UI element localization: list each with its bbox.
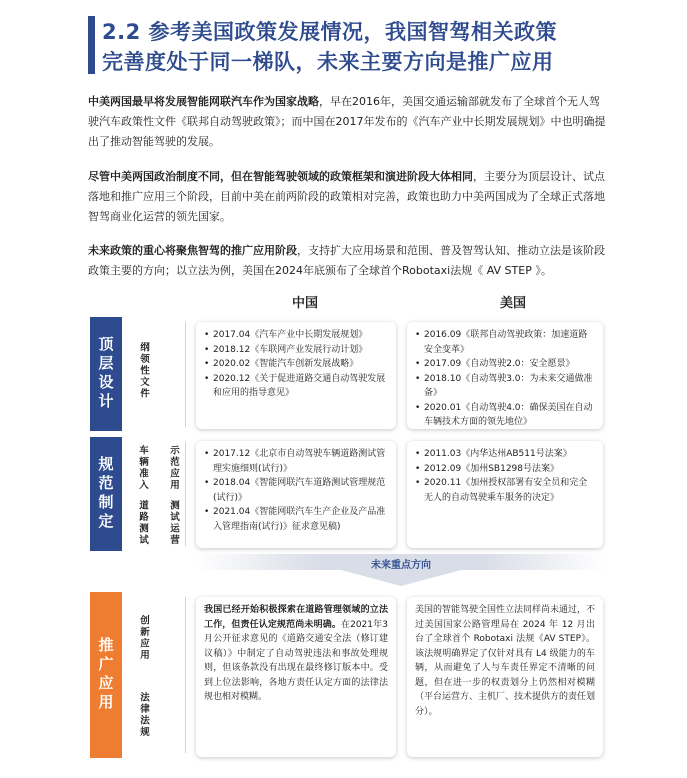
card-china-regulation (196, 441, 396, 548)
paragraph-3 (88, 241, 608, 281)
paragraph-1 (88, 92, 608, 152)
policy-item: • 2020.02《智能汽车创新发展战略》 (204, 357, 388, 372)
policy-item: • 2021.04《智能网联汽车生产企业及产品准入管理指南(试行)》征求意见稿) (204, 505, 388, 534)
policy-item: • 2018.10《自动驾驶3.0：为未来交通做准备》 (415, 372, 595, 401)
card-usa-promotion (407, 597, 603, 757)
policy-item: • 2017.12《北京市自动驾驶车辆道路测试管理实施细则(试行)》 (204, 447, 388, 476)
paragraph-2-lead: 尽管中美两国政治制度不同，但在智能驾驶领域的政策框架和演进阶段大体相同 (88, 170, 473, 183)
column-header-china: 中国 (292, 296, 319, 311)
usa-promotion-body: 美国的智能驾驶全国性立法同样尚未通过，不过美国国家公路管理局在 2024 年 12 月出台了全球首个 Robotaxi 法规《AV STEP》。该法规明确界定了仅针对具有 L4 级能力的车辆，从而避免了人与车责任界定不清晰的问题，但在进一步的权责划分上仍然相对模糊（平台运营方、主机厂、技术提供方的责任划分）。 (415, 605, 596, 717)
sub-label-guiding-docs: 纲领性文件 (138, 342, 149, 400)
sub-label-innovative-application: 创新应用 (138, 615, 149, 661)
card-usa-top-design (407, 322, 603, 429)
paragraph-2-body: ，主要分为顶层设计、试点落地和推广应用三个阶段，目前中美在前两阶段的政策相对完善，政策也助力中美两国成为了全球正式落地智驾商业化运营的领先国家。 (88, 170, 605, 223)
sub-label-laws-regulations: 法律法规 (138, 692, 149, 738)
divider-line (185, 322, 186, 427)
policy-item: • 2016.09《联邦自动驾驶政策：加速道路安全变革》 (415, 328, 595, 357)
china-promotion-lead: 我国已经开始积极探索在道路管理领域的立法工作，但责任认定规范尚未明确。 (204, 605, 388, 630)
paragraph-1-body: ，早在2016年，美国交通运输部就发布了全球首个无人驾驶汽车政策性文件《联邦自动驾驶政策》；而中国在2017年发布的《汽车产业中长期发展规划》中也明确提出了推动智能驾驶的发展。 (88, 95, 606, 148)
column-header-usa: 美国 (500, 296, 527, 311)
policy-item: • 2018.12《车联网产业发展行动计划》 (204, 343, 388, 358)
divider-line (185, 442, 186, 546)
arrow-head (341, 570, 461, 586)
section-title (88, 14, 628, 76)
title-line-2: 完善度处于同一梯队，未来主要方向是推广应用 (102, 50, 554, 74)
sub-label-test-operation: 测试运营 (168, 500, 179, 546)
policy-item: • 2017.04《汽车产业中长期发展规划》 (204, 328, 388, 343)
divider-line (185, 597, 186, 753)
sub-label-vehicle-access: 车辆准入 (137, 445, 148, 491)
sub-label-road-testing: 道路测试 (137, 500, 148, 546)
stage-label-regulation: 规范制定 (90, 437, 122, 551)
title-accent-bar (88, 16, 95, 74)
title-line-1: 2.2 参考美国政策发展情况，我国智驾相关政策 (102, 20, 558, 44)
future-focus-arrow (196, 554, 606, 588)
card-china-promotion (196, 597, 396, 757)
stage-label-top-design: 顶层设计 (90, 317, 122, 431)
policy-item: • 2020.11《加州授权部署有安全员和完全无人的自动驾驶乘车服务的决定》 (415, 476, 595, 505)
policy-item: • 2017.09《自动驾驶2.0：安全愿景》 (415, 357, 595, 372)
policy-item: • 2020.12《关于促进道路交通自动驾驶发展和应用的指导意见》 (204, 372, 388, 401)
card-usa-regulation (407, 441, 603, 548)
arrow-label: 未来重点方向 (371, 560, 431, 571)
card-china-top-design (196, 322, 396, 429)
stage-label-promotion: 推广应用 (90, 592, 122, 758)
paragraph-1-lead: 中美两国最早将发展智能网联汽车作为国家战略 (88, 95, 319, 108)
paragraph-3-body: ，支持扩大应用场景和范围、普及智驾认知、推动立法是该阶段政策主要的方向；以立法为例，美国在2024年底颁布了全球首个Robotaxi法规《 AV STEP 》。 (88, 244, 605, 277)
policy-item: • 2020.01《自动驾驶4.0：确保美国在自动车辆技术方面的领先地位》 (415, 401, 595, 430)
china-promotion-body: 在2021年3月公开征求意见的《道路交通安全法（修订建议稿）》中制定了自动驾驶违法和事故处理规则，但该条款没有出现在最终修订版本中。受到上位法影响，各地方责任认定方面的法律法规也相对模糊。 (204, 619, 388, 702)
policy-item: • 2011.03《内华达州AB511号法案》 (415, 447, 595, 462)
policy-item: • 2012.09《加州SB1298号法案》 (415, 462, 595, 477)
paragraph-2 (88, 167, 608, 227)
policy-item: • 2018.04《智能网联汽车道路测试管理规范(试行)》 (204, 476, 388, 505)
sub-label-demo-application: 示范应用 (168, 445, 179, 491)
paragraph-3-lead: 未来政策的重心将聚焦智驾的推广应用阶段 (88, 244, 297, 257)
